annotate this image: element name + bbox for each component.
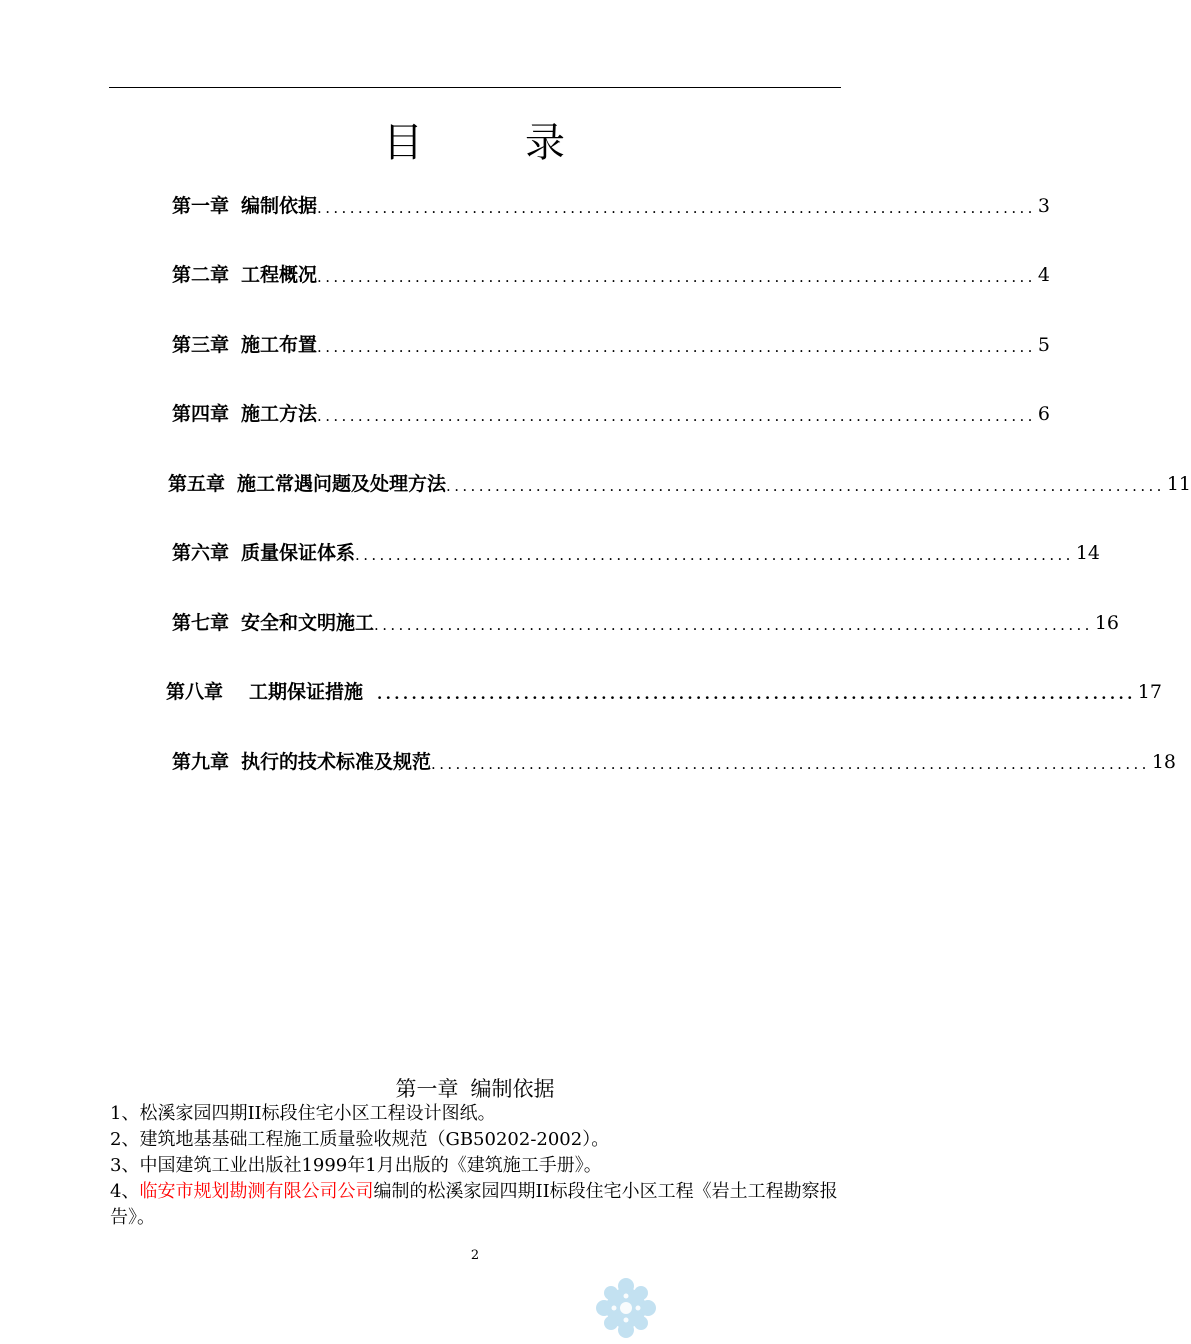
toc-chapter: 第三章 — [172, 334, 230, 356]
basis-item-text: 编制的松溪家园四期II标段住宅小区工程《岩土工程勘察报告》。 — [110, 1181, 838, 1228]
toc-title-char-1: 目 — [383, 120, 425, 166]
page-number: 2 — [470, 1248, 480, 1263]
snowflake-watermark-icon — [594, 1276, 658, 1340]
toc-leader: ........................................................................................ — [355, 546, 1074, 564]
basis-item-number: 4、 — [110, 1181, 140, 1202]
toc-chapter: 第六章 — [172, 542, 230, 564]
toc-chapter: 第九章 — [172, 751, 230, 773]
toc-page-number: 17 — [1137, 681, 1162, 703]
toc-entry-title: 施工常遇问题及处理方法 — [237, 473, 447, 495]
toc-entry[interactable] — [166, 677, 1162, 707]
toc-chapter: 第八章 — [166, 681, 224, 703]
toc-entry[interactable] — [172, 399, 1050, 429]
section-title: 编制依据 — [470, 1077, 555, 1101]
section-heading — [0, 1074, 950, 1104]
toc-leader: ........................................................................................ — [317, 338, 1036, 356]
toc-page-number: 6 — [1037, 403, 1050, 425]
toc-leader: ........................................................................................ — [317, 407, 1036, 425]
toc-entry[interactable] — [172, 747, 1177, 777]
toc-entry[interactable] — [172, 330, 1050, 360]
toc-entry[interactable] — [168, 469, 1191, 499]
toc-entry-title: 编制依据 — [241, 195, 318, 217]
basis-item: 1、松溪家园四期II标段住宅小区工程设计图纸。 — [110, 1103, 496, 1124]
toc-entry-title: 质量保证体系 — [241, 542, 356, 564]
toc-page-number: 3 — [1037, 195, 1050, 217]
company-name: 临安市规划勘测有限公司公司 — [139, 1181, 374, 1202]
toc-entry-title: 安全和文明施工 — [241, 612, 375, 634]
toc-page-number: 4 — [1037, 264, 1050, 286]
toc-page-number: 18 — [1151, 751, 1177, 773]
toc-entry-title: 施工布置 — [241, 334, 318, 356]
toc-chapter: 第一章 — [172, 195, 230, 217]
section-chapter: 第一章 — [395, 1077, 459, 1101]
toc-chapter: 第四章 — [172, 403, 230, 425]
toc-entry-title: 施工方法 — [241, 403, 318, 425]
toc-page-number: 11 — [1166, 473, 1191, 495]
toc-page-number: 16 — [1094, 612, 1120, 634]
toc-entry[interactable] — [172, 260, 1050, 290]
toc-leader: ........................................................................................ — [446, 477, 1165, 495]
toc-leader: ........................................................................................ — [374, 616, 1093, 634]
toc-entry[interactable] — [172, 538, 1101, 568]
toc-entry[interactable] — [172, 608, 1120, 638]
basis-item — [110, 1179, 845, 1231]
toc-entry-title: 执行的技术标准及规范 — [241, 751, 432, 773]
toc-title-char-2: 录 — [525, 120, 567, 166]
basis-item: 2、建筑地基基础工程施工质量验收规范（GB50202-2002）。 — [110, 1129, 610, 1150]
toc-leader: ........................................................................................ — [431, 755, 1150, 773]
toc-entry-title: 工程概况 — [241, 264, 318, 286]
toc-leader: ........................................................................................ — [377, 685, 1136, 703]
toc-page-number: 5 — [1037, 334, 1050, 356]
toc-chapter: 第七章 — [172, 612, 230, 634]
toc-entry-title: 工期保证措施 — [249, 681, 364, 703]
toc-leader: ........................................................................................ — [317, 199, 1036, 217]
toc-page-number: 14 — [1075, 542, 1101, 564]
toc-chapter: 第五章 — [168, 473, 226, 495]
basis-item: 3、中国建筑工业出版社1999年1月出版的《建筑施工手册》。 — [110, 1155, 602, 1176]
toc-leader: ........................................................................................ — [317, 268, 1036, 286]
toc-chapter: 第二章 — [172, 264, 230, 286]
toc-entry[interactable] — [172, 191, 1050, 221]
